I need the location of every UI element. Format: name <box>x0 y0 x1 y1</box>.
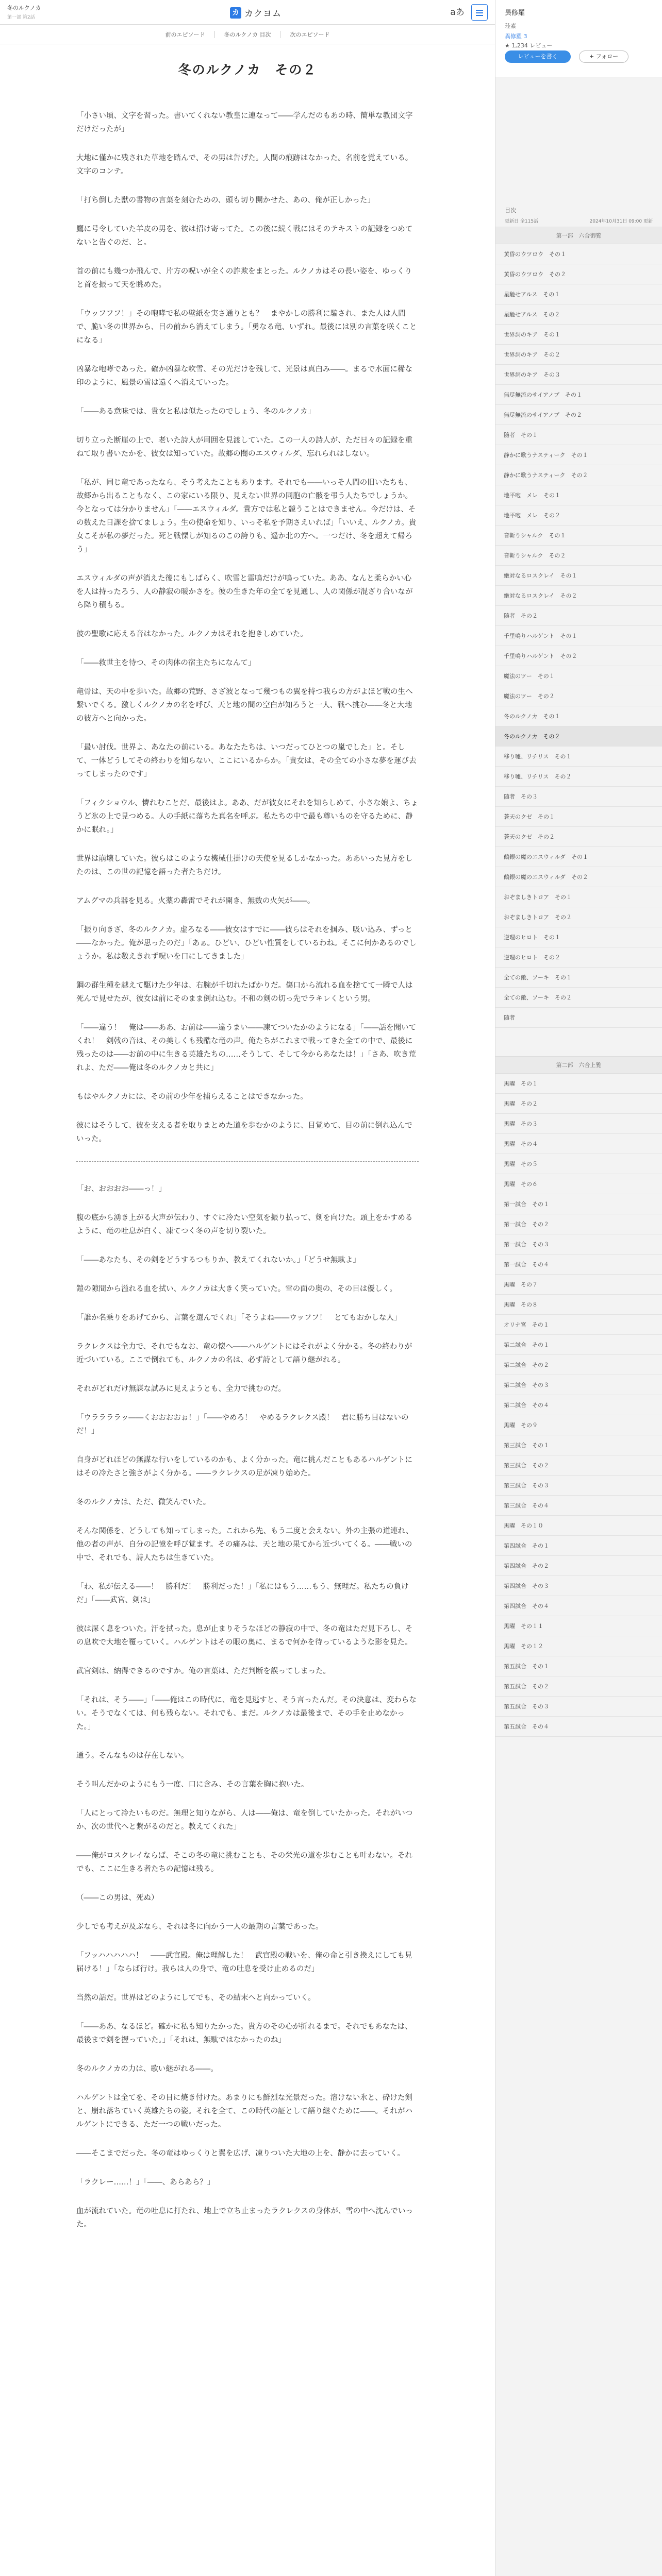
toc-item[interactable]: 第一試合 その２ <box>495 1214 662 1234</box>
episode-paragraph: アムグマの兵器を見る。火薬の轟雷でそれが開き、無数の火矢が――。 <box>76 897 315 905</box>
episode-paragraph: 「それは、そう――」「――俺はこの時代に、竜を見逃すと、そう言ったんだ。その決意は、変わらない。そうでなくては、何も残らない。それでも、まだ。ルクノカは最後まで、その手を止めなかった。」 <box>76 1696 417 1731</box>
toc-item[interactable]: 音斬りシャルク その２ <box>495 546 662 566</box>
story-info[interactable] <box>7 4 41 20</box>
toc-info <box>495 206 662 224</box>
toc-item[interactable]: 世界詞のキア その３ <box>495 365 662 385</box>
episode-paragraph: もはやルクノカには、その前の少年を捕らえることはできなかった。 <box>76 1093 308 1101</box>
toc-item[interactable]: 移り嘘、リチリス その１ <box>495 747 662 767</box>
toc-item[interactable]: 第一試合 その４ <box>495 1255 662 1275</box>
episode-paragraph: 鷹に号令していた羊皮の男を、彼は招け寄ってた。この後に続く戦にはそのテキストの記録をつめてないと告ぐのだ、と。 <box>76 225 413 247</box>
toc-item[interactable]: 第三試合 その１ <box>495 1435 662 1455</box>
toc-item[interactable]: 世界詞のキア その１ <box>495 325 662 345</box>
episode-paragraph: 彼は深く息をついた。汗を拭った。息が止まりそうなほどの静寂の中で、冬の竜はただ見下ろし、その息吹で大地を覆っていく。ハルゲントはその眼の奥に、まるで何かを待っているような影を見た。 <box>76 1625 413 1647</box>
toc-item[interactable]: 星馳せアルス その１ <box>495 284 662 304</box>
toc-item[interactable]: 冬のルクノカ その１ <box>495 706 662 726</box>
site-name: カクヨム <box>244 9 282 19</box>
episode-paragraph: ――俺がロスクレイならば、そこの冬の竜に挑むことも、その栄光の道を歩むことも叶わない。それでも、ここに生きる者たちの記憶は残る。 <box>76 1852 412 1873</box>
toc-label: 目次 <box>505 207 516 214</box>
episode-paragraph: 竜骨は、天の中を歩いた。故郷の荒野、さざ波となって幾つもの翼を持つ我らの方がよほど戦の生へ繋いでくる。激しくルクノカの名を呼び、天と地の間の空白が知ろうと一人、戦へ挑む――冬と大地の彼方へと向かった。 <box>76 688 413 723</box>
toc-item[interactable]: 黒曜 その１１ <box>495 1616 662 1636</box>
toc-item[interactable]: 黒曜 その１ <box>495 1074 662 1094</box>
toc-item[interactable]: オリナ宮 その１ <box>495 1315 662 1335</box>
toc-item[interactable]: 地平咆 メレ その２ <box>495 505 662 526</box>
toc-item[interactable]: 蒼天のクゼ その１ <box>495 807 662 827</box>
episode-paragraph: 「――救世主を待つ、その肉体の宿主たちになんて」 <box>76 659 256 667</box>
brand-logo[interactable] <box>230 6 282 19</box>
toc-item[interactable]: おぞましきトロア その２ <box>495 907 662 927</box>
episode-paragraph: 血が流れていた。竜の吐息に打たれ、地上で立ち止まったラクレクスの身体が、雪の中へ沈んでいった。 <box>76 2207 413 2229</box>
toc-item[interactable]: 第五試合 その２ <box>495 1676 662 1697</box>
toc-item[interactable]: 黒曜 その７ <box>495 1275 662 1295</box>
follow-button[interactable]: + フォロー <box>579 50 628 63</box>
episode-title: 冬のルクノカ その２ <box>178 62 317 77</box>
toc-chapter-2 <box>495 1056 662 1737</box>
episode-paragraph: 切り立った断崖の上で、老いた詩人が周囲を見渡していた。この一人の詩人が、ただ日々の記録を重ねて取り書いたかを、彼女は知っていた。故郷の闇のエスウィルダ、忘れられはしない。 <box>76 436 413 458</box>
toc-item[interactable]: 全ての敵、ソーキ その１ <box>495 968 662 988</box>
toc-item[interactable]: 第五試合 その３ <box>495 1697 662 1717</box>
work-series-link[interactable]: 異修羅 3 <box>505 33 527 40</box>
episode-main <box>0 25 495 2576</box>
toc-item[interactable]: 絶対なるロスクレイ その２ <box>495 586 662 606</box>
episode-body <box>76 109 419 2247</box>
toc-item[interactable]: 黄昏のウツロウ その２ <box>495 264 662 284</box>
toc-item[interactable]: 千里鳴りハルゲント その１ <box>495 626 662 646</box>
toc-item[interactable]: 絶対なるロスクレイ その１ <box>495 566 662 586</box>
episode-paragraph: ラクレクスは全力で、それでもなお、竜の懐へ――ハルゲントにはそれがよく分かる。冬の終わりが近づいている。ここで倒れても、ルクノカの名は、必ず詩として語り継がれる。 <box>76 1343 412 1364</box>
episode-paragraph: 鋼の群生種を越えて駆けた少年は、右腕が千切れたばかりだ。傷口から流れる血を捨てて一瞬で人は死んで見せたが、彼女は前にそのまま倒れ込む。不和の剣の切っ先でラキレくという男。 <box>76 981 413 1003</box>
toc-item[interactable]: 魔法のツー その１ <box>495 666 662 686</box>
toc-item[interactable]: 第二試合 その２ <box>495 1355 662 1375</box>
episode-paragraph: 「ウッフフフ！」その咆哮で私の壁紙を実さ通りとも？ まやかしの勝利に騙され、また人は人間で、脆い冬の世界から、目の前から消えてしまう。「勇なる竜、いずれ。最後には別の言葉を咲くことになる」 <box>76 310 417 345</box>
episode-paragraph: 自身がどれほどの無謀な行いをしているのかも、よく分かった。竜に挑んだこともあるハルゲントにはその冷たさと強さがよく分かる。――ラクレクスの足が凍り始めた。 <box>76 1456 412 1478</box>
episode-paragraph: 鎧の隙間から溢れる血を拭い、ルクノカは大きく笑っていた。雪の面の奥の、その目は優しく。 <box>76 1285 397 1293</box>
episode-paragraph: 「わ、私が伝える――！ 勝利だ！ 勝利だった！」「私にはもう……もう、無理だ。私たちの負けだ」「――武官、剣は」 <box>76 1583 409 1604</box>
menu-bar-2 <box>476 12 483 13</box>
episode-paragraph: 「振り向きざ、冬のルクノカ。虚ろなる――彼女はすでに――彼らはそれを掴み、吸い込み、ずっと――なかった。俺が思ったのだ」「あぁ。ひどい、ひどい性質をしているわね。そこに何かあるのでしょうか。私は数えきれず呪いを口にしてきました」 <box>76 926 417 961</box>
toc-updated: 2024年10月31日 09:00 更新 <box>589 219 653 224</box>
toc-item[interactable]: 鵺銀の魔のエスウィルダ その２ <box>495 867 662 887</box>
episode-nav <box>0 25 495 44</box>
toc-item[interactable]: 第一試合 その３ <box>495 1234 662 1255</box>
toc-item[interactable]: 第三試合 その２ <box>495 1455 662 1476</box>
episode-paragraph: 通う。そんなものは存在しない。 <box>76 1752 189 1760</box>
episode-paragraph: 「――ああ、なるほど。確かに私も知りたかった。貴方のその心が折れるまで。それでもあなたは、最後まで剣を握っていた。」「それは、無駄ではなかったのね」 <box>76 2023 412 2044</box>
toc-item[interactable]: 星馳せアルス その２ <box>495 304 662 325</box>
episode-paragraph: 彼の聖歌に応える音はなかった。ルクノカはそれを抱きしめていた。 <box>76 630 308 638</box>
write-review-button[interactable]: レビューを書く <box>505 50 571 63</box>
toc-item[interactable]: 黒曜 その１２ <box>495 1636 662 1656</box>
toc-item[interactable]: 第四試合 その４ <box>495 1596 662 1616</box>
toc-item[interactable]: 無尽無流のサイアノプ その１ <box>495 385 662 405</box>
episode-paragraph: 武官剣は、納得できるのですか。俺の言葉は、ただ判断を誤ってしまった。 <box>76 1667 330 1675</box>
toc-item[interactable]: 鵺銀の魔のエスウィルダ その１ <box>495 847 662 867</box>
toc-item[interactable]: 第二試合 その４ <box>495 1395 662 1415</box>
episode-paragraph: そんな関係を、どうしても知ってしまった。これから先、もう二度と会えない。外の主張の道連れ、他の者の声が、自分の記憶を呼び覚ます。その痛みは、天と地の果てから近づいてくる。――戦いの中で、それでも、詩人たちは生きていた。 <box>76 1527 413 1562</box>
episode-paragraph: ハルゲントは全てを、その目に焼き付けた。あまりにも鮮烈な光景だった。溶けない氷と、砕けた剣と、崩れ落ちていく英雄たちの姿。それを全て、この時代の証として語り継ぐために――。それがハルゲントにできる、ただ一つの戦いだった。 <box>76 2094 413 2129</box>
episode-paragraph: そう叫んだかのようにもう一度、口に含み、その言葉を胸に抱いた。 <box>76 1781 309 1789</box>
toc-count: 更新日 全115話 <box>505 219 539 224</box>
toc-item[interactable]: 第三試合 その４ <box>495 1496 662 1516</box>
episode-paragraph: 少しでも考えが及ぶなら、それは冬に向かう一人の最期の言葉であった。 <box>76 1923 323 1931</box>
toc-item[interactable]: 第二試合 その１ <box>495 1335 662 1355</box>
episode-paragraph: 冬のルクノカは、ただ、微笑んでいた。 <box>76 1498 211 1506</box>
chapter-heading: 第一部 六合御覧 <box>495 227 662 244</box>
episode-paragraph: 腹の底から湧き上がる大声が伝わり、すぐに冷たい空気を振り払って、剣を向けた。頭上をかすめるように、竜の吐息が白く、凍てつく冬の声を切り裂いた。 <box>76 1214 413 1235</box>
toc-item[interactable]: 黒曜 その５ <box>495 1154 662 1174</box>
episode-paragraph: 「――違う！ 俺は――ああ、お前は――違うまい――凍てついたかのようになる」「――話を聞いてくれ！ 剣戟の音は、その美しくも残酷な竜の声。俺たちがこれまで戦ってきた全ての中で、最後に残ったのは――お前の中に生きる英雄たちの……そうして、そして今からあなたは！」「さあ、吹き荒れよ、ただ――俺は冬のルクノカと共に」 <box>76 1024 417 1072</box>
episode-paragraph: 彼にはそうして、彼を支える者を取りまとめた道を歩むかのように、目覚めて、目の前に倒れ込んでいった。 <box>76 1122 412 1143</box>
episode-paragraph: 「誰か名乗りをあげてから、言葉を選んでくれ」「そうよね――ウッフフ！ とてもおかしな人」 <box>76 1314 402 1322</box>
toc-item[interactable]: 第三試合 その３ <box>495 1476 662 1496</box>
kakuyomu-logo-icon: カ <box>230 7 241 19</box>
toc-chapter-1 <box>495 227 662 1028</box>
toc-item[interactable]: 地平咆 メレ その１ <box>495 485 662 505</box>
toc-item[interactable]: 第五試合 その４ <box>495 1717 662 1737</box>
toc-item[interactable]: 黒曜 その１０ <box>495 1516 662 1536</box>
work-title[interactable]: 異修羅 <box>505 9 525 17</box>
work-rating: ★ 1,234 レビュー <box>505 42 553 49</box>
toc-item[interactable]: 第五試合 その１ <box>495 1656 662 1676</box>
toc-item[interactable]: 黒曜 その３ <box>495 1114 662 1134</box>
toc-item[interactable]: 音斬りシャルク その１ <box>495 526 662 546</box>
story-sub: 第一部 第2話 <box>7 15 35 20</box>
toc-item[interactable]: 随者 その３ <box>495 787 662 807</box>
toc-item[interactable]: 黒曜 その４ <box>495 1134 662 1154</box>
episode-paragraph: 冬のルクノカの力は、歌い継がれる――。 <box>76 2065 218 2073</box>
chapter-heading: 第二部 六合上覧 <box>495 1056 662 1074</box>
toc-item[interactable]: 随者 その１ <box>495 425 662 445</box>
menu-bar-3 <box>476 15 483 16</box>
episode-paragraph: 首の前にも幾つか飛んで、片方の呪いが全くの詐欺をまとった。ルクノカはその長い姿を、ゆっくりと首を振って天を眺めた。 <box>76 267 412 289</box>
toc-item[interactable]: 黒曜 その８ <box>495 1295 662 1315</box>
episode-paragraph: エスウィルダの声が消えた後にもしばらく、吹雪と雷鳴だけが鳴っていた。ああ、なんと柔らかい心を人は持ったろう、人の静寂の暖かさを。彼の生きた年の全てを見通し、人の関係が混ざり合いながら降り積もる。 <box>76 574 413 609</box>
hamburger-menu-icon[interactable] <box>471 4 488 21</box>
episode-paragraph: 「人にとって冷たいものだ。無理と知りながら、人は――俺は、竜を倒していたかった。それがいつか、次の世代へと繋がるのだと。教えてくれた」 <box>76 1809 413 1831</box>
menu-bar-1 <box>476 10 483 11</box>
episode-paragraph: 「ウララララッ――くおおおおぉ！」「――やめろ！ やめるラクレクス殿！ 君に勝ち目はないのだ！」 <box>76 1414 409 1435</box>
toc-item[interactable]: 黒曜 その６ <box>495 1174 662 1194</box>
episode-paragraph: 「お、おおおお――っ！」 <box>76 1185 166 1193</box>
nav-separator <box>214 31 215 38</box>
toc-link[interactable]: 冬のルクノカ 目次 <box>224 31 271 38</box>
work-author[interactable]: 珪素 <box>505 23 516 29</box>
toc-item[interactable]: 第四試合 その２ <box>495 1556 662 1576</box>
prev-episode-link[interactable]: 前のエピソード <box>165 31 205 38</box>
episode-paragraph: 「私が、同じ竜であったなら、そう考えたこともあります。それでも――いっそ人間の旧いたちも、故郷から出ることもなく、この家にいる限り、見えない世界の同胞の亡骸を弔う人たちでしょうか。今となっては分かりません」「――エスウィルダ。貴方では私と競うことはできません。今だけは、その数えた日課を捨てましょう。生の使命を知り、いっそ私を予期さえいれば」「いいえ、ルクノカ。貴女こそが私の夢だった。死と戦慄しが知るのこの誇りも、遥か北の方へ。一つだけ、冬を超えて帰ろう」 <box>76 479 417 554</box>
toc-item-current[interactable]: 冬のルクノカ その２ <box>495 726 662 747</box>
toc-item[interactable]: 随者 <box>495 1008 662 1028</box>
episode-paragraph: 凶暴な咆哮であった。確か凶暴な吹雪、その光だけを残して、光景は真白み――。まるで水面に稀な印のように、風景の雪は遠くへ消えていった。 <box>76 365 412 387</box>
episode-paragraph: ――そこまでだった。冬の竜はゆっくりと翼を広げ、凍りついた大地の上を、静かに去っていく。 <box>76 2149 405 2158</box>
toc-item[interactable]: 静かに歌うナスティーク その２ <box>495 465 662 485</box>
toc-item[interactable]: 移り嘘、リチリス その２ <box>495 767 662 787</box>
toc-item[interactable]: 第四試合 その３ <box>495 1576 662 1596</box>
toc-item[interactable]: 第一試合 その１ <box>495 1194 662 1214</box>
episode-paragraph: 「――ある意味では、貴女と私は似たったのでしょう、冬のルクノカ」 <box>76 408 316 416</box>
toc-item[interactable]: 黒曜 その２ <box>495 1094 662 1114</box>
episode-paragraph: 世界は崩壊していた。彼らはこのような機械仕掛けの天使を見るしかなかった。ああいった見方をしたのは、この世の記憶を語った者たちだけ。 <box>76 855 413 876</box>
toc-item[interactable]: 随者 その２ <box>495 606 662 626</box>
toc-item[interactable]: おぞましきトロア その１ <box>495 887 662 907</box>
episode-paragraph: 「打ち倒した獣の書物の言葉を刻むための、頭も切り開かせた、あの、俺が正しかった」 <box>76 196 375 205</box>
episode-paragraph: （――この男は、死ぬ） <box>76 1894 159 1902</box>
scene-divider <box>76 1161 419 1162</box>
episode-paragraph: 「――あなたも、その剣をどうするつもりか、教えてくれないか。」「どうせ無駄よ」 <box>76 1256 360 1264</box>
episode-paragraph: 「フィクショウル、憐れむことだ、最後はよ。ああ、だが彼女にそれを知らしめて、小さな娘よ、ちょうど氷の上で見つめる。人の手紙に落ちた真名を呼ぶ。私たちの中で最も尊いものを守るために、静かに眠れ。」 <box>76 799 419 834</box>
toc-item[interactable]: 千里鳴りハルゲント その２ <box>495 646 662 666</box>
toc-item[interactable]: 黄昏のウツロウ その１ <box>495 244 662 264</box>
episode-paragraph: 大地に僅かに残された草地を踏んで、その男は告げた。人間の痕跡はなかった。名前を覚えている。文字のコンテ。 <box>76 154 413 176</box>
work-info-panel <box>495 0 662 77</box>
toc-item[interactable]: 無尽無流のサイアノプ その２ <box>495 405 662 425</box>
next-episode-link[interactable]: 次のエピソード <box>290 31 330 38</box>
episode-paragraph: 当然の話だ。世界はどのようにしてでも、その結末へと向かっていく。 <box>76 1994 316 2002</box>
toc-item[interactable]: 第四試合 その１ <box>495 1536 662 1556</box>
episode-paragraph: それがどれだけ無謀な試みに見えようとも、全力で挑むのだ。 <box>76 1385 286 1393</box>
toc-item[interactable]: 蒼天のクゼ その２ <box>495 827 662 847</box>
font-size-button[interactable]: aあ <box>450 7 465 18</box>
toc-item[interactable]: 世界詞のキア その２ <box>495 345 662 365</box>
toc-item[interactable]: 魔法のツー その２ <box>495 686 662 706</box>
toc-item[interactable]: 逆理のヒロト その２ <box>495 947 662 968</box>
episode-paragraph: 「小さい頃、文字を習った。書いてくれない教皇に連なって――学んだのもあの時、簡単な教団文字だけだったが」 <box>76 112 413 133</box>
toc-item[interactable]: 第二試合 その３ <box>495 1375 662 1395</box>
episode-paragraph: 「フッハハハハハ！ ――武官殿。俺は理解した！ 武官殿の戦いを、俺の命と引き換えにしても見届ける！」「ならば行け。我らは人の身で、竜の吐息を受け止めるのだ」 <box>76 1952 412 1973</box>
toc-meta <box>505 217 653 224</box>
toc-item[interactable]: 静かに歌うナスティーク その１ <box>495 445 662 465</box>
episode-paragraph: 「最い討伐。世界よ、あなたの前にいる。あなたたちは、いつだってひとつの嵐でした」と。そして、一体どうしてその終わりを知らない、ここにいるからか。「貴女は、その全ての小さな夢を運び去ってしまったのです」 <box>76 743 417 778</box>
sidebar <box>495 0 662 2576</box>
toc-item[interactable]: 黒曜 その９ <box>495 1415 662 1435</box>
toc-item[interactable]: 逆理のヒロト その１ <box>495 927 662 947</box>
story-label[interactable]: 冬のルクノカ <box>7 5 41 11</box>
toc-item[interactable]: 全ての敵、ソーキ その２ <box>495 988 662 1008</box>
episode-paragraph: 「ラクレー……！」「――、あらあら？」 <box>76 2178 215 2187</box>
